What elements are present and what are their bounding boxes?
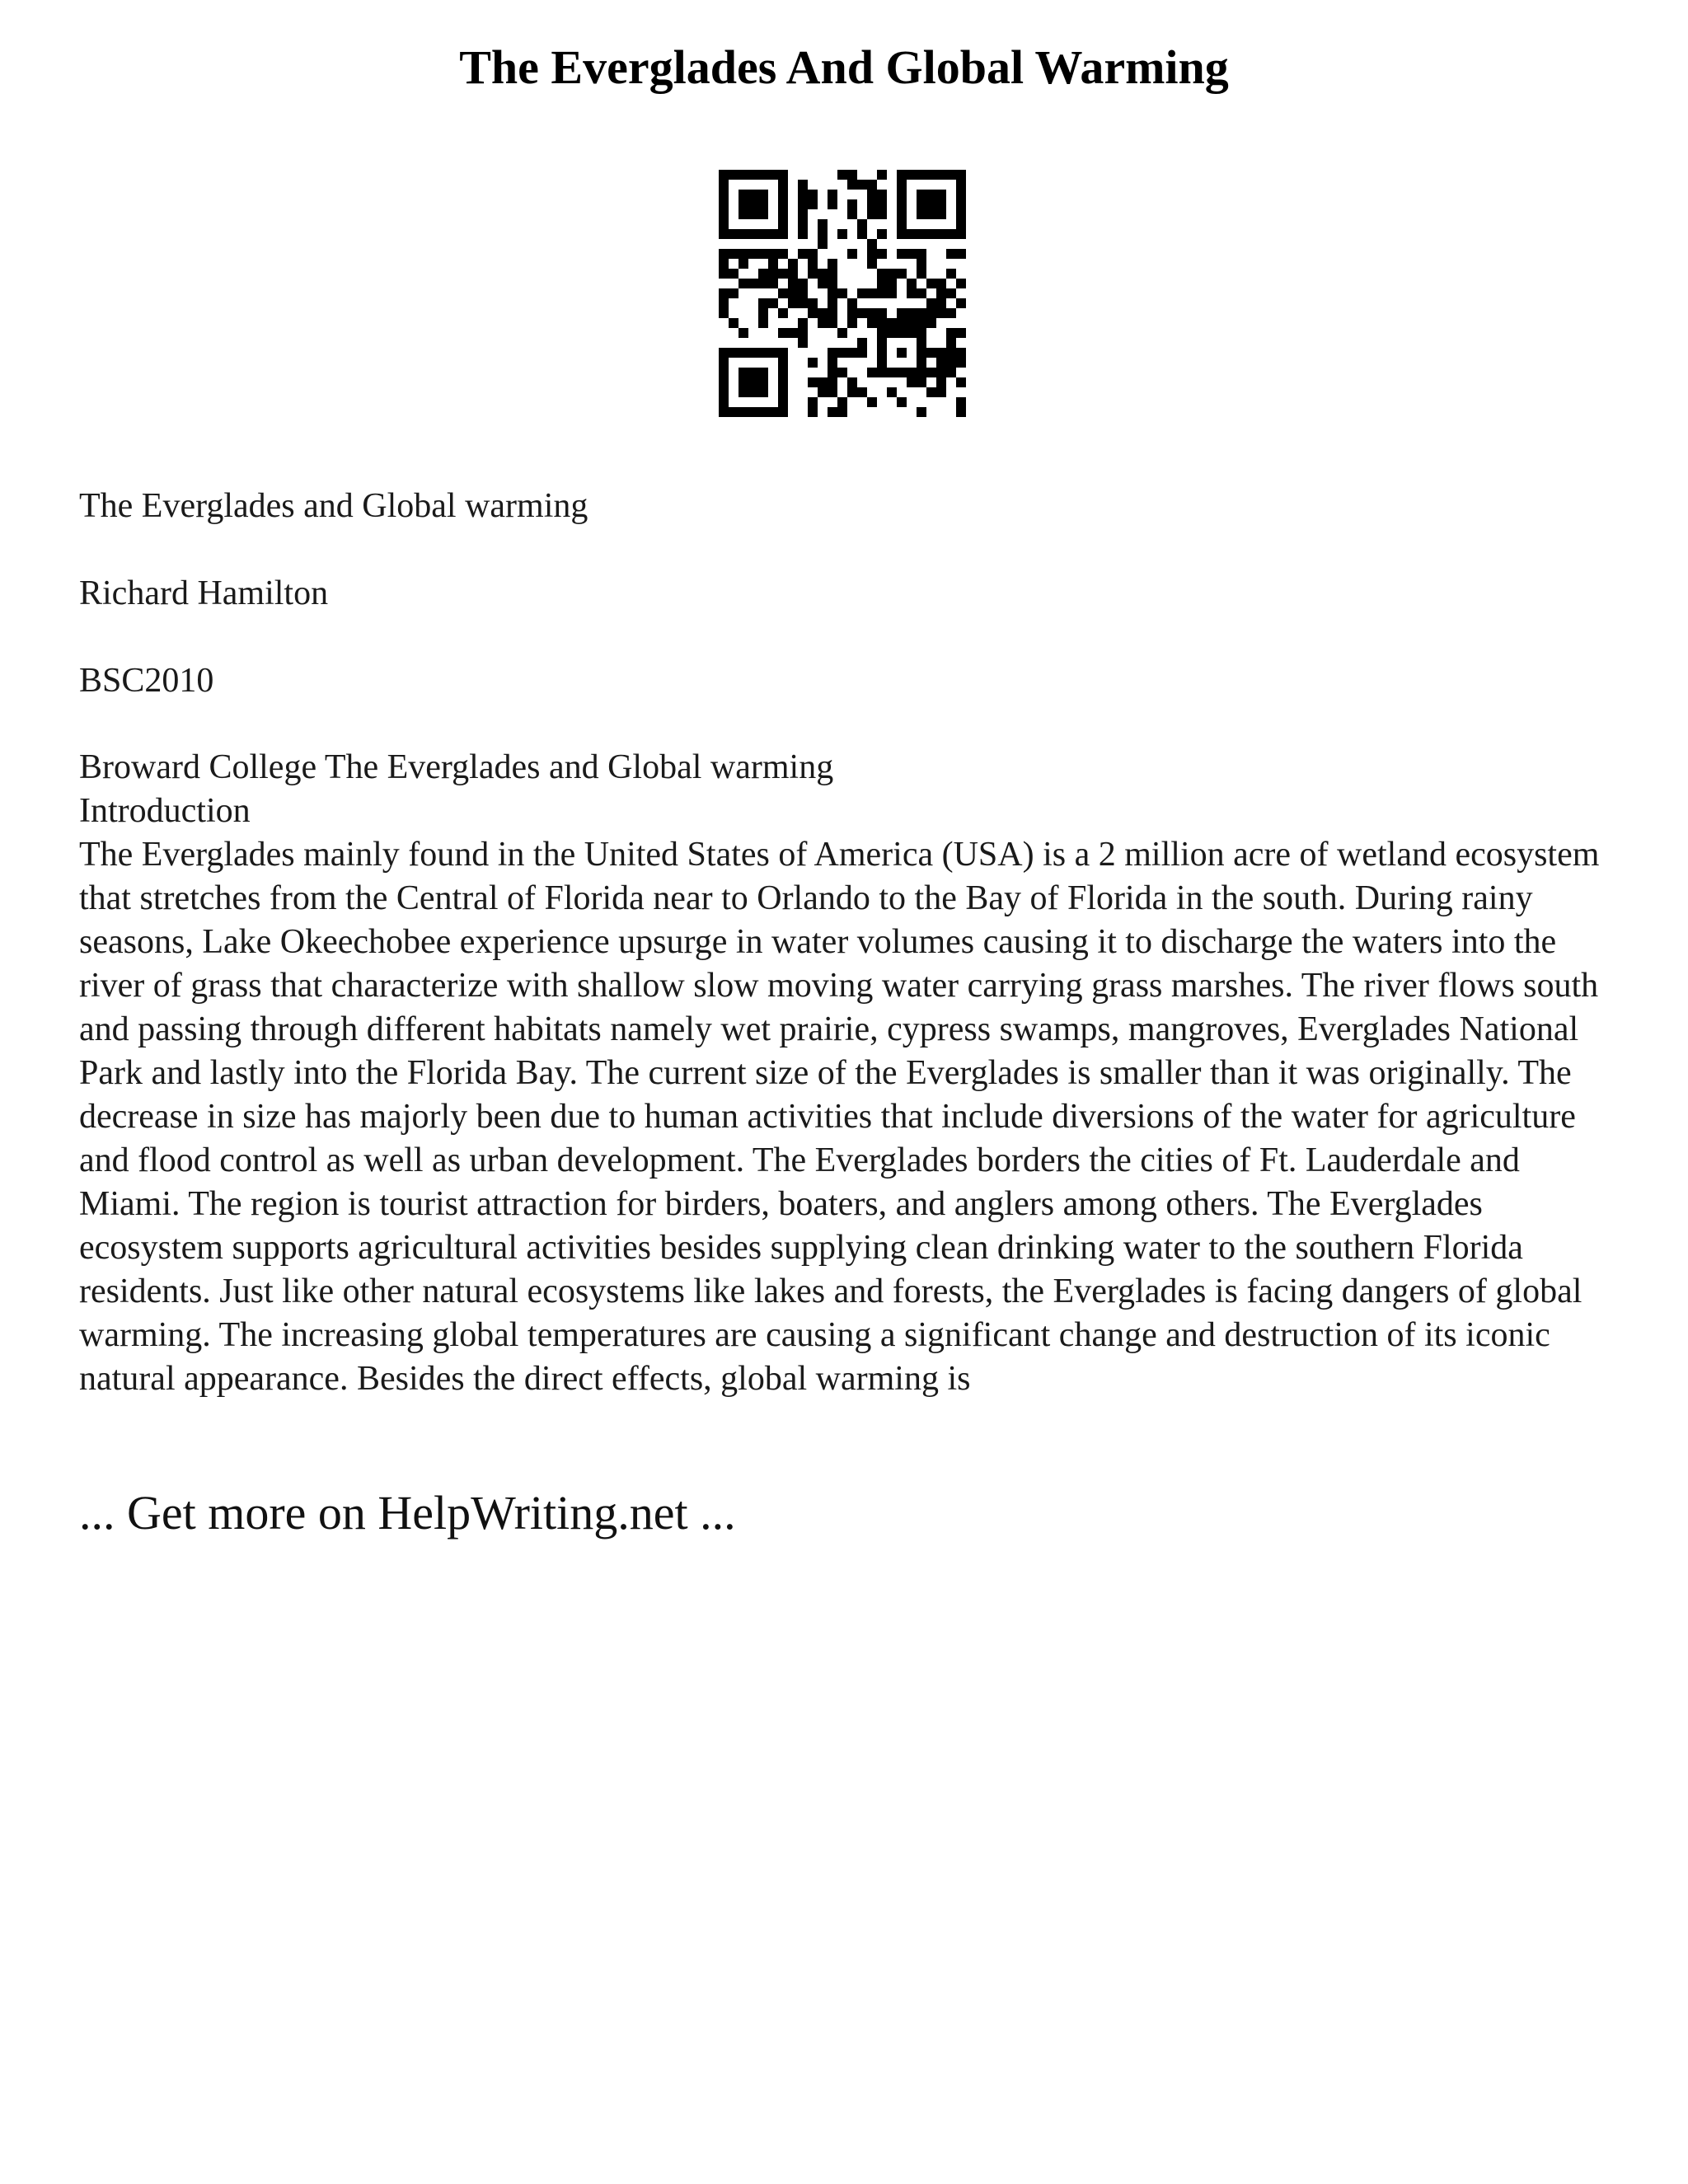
essay-title: The Everglades and Global warming xyxy=(79,487,588,525)
essay-body xyxy=(79,746,1629,1401)
body-paragraph: The Everglades mainly found in the United States of America (USA) is a 2 million acre of wetland ecosystem that stretches from the Central of Florida near to Orlando to the Bay of Florida in the south. During rainy seasons, Lake Okeechobee experience upsurge in water volumes causing it to discharge the waters into the river of grass that characterize with shallow slow moving water carrying grass marshes. The river flows south and passing through different habitats namely wet prairie, cypress swamps, mangroves, Everglades National Park and lastly into the Florida Bay. The current size of the Everglades is smaller than it was originally. The decrease in size has majorly been due to human activities that include diversions of the water for agriculture and flood control as well as urban development. The Everglades borders the cities of Ft. Lauderdale and Miami. The region is tourist attraction for birders, boaters, and anglers among others. The Everglades ecosystem supports agricultural activities besides supplying clean drinking water to the southern Florida residents. Just like other natural ecosystems like lakes and forests, the Everglades is facing dangers of global warming. The increasing global temperatures are causing a significant change and destruction of its iconic natural appearance. Besides the direct effects, global warming is xyxy=(79,836,1600,1398)
get-more-link[interactable]: ... Get more on HelpWriting.net ... xyxy=(79,1486,736,1540)
author-name: Richard Hamilton xyxy=(79,574,329,612)
qr-code-icon xyxy=(719,170,966,417)
institution-heading: Broward College The Everglades and Global warming xyxy=(79,748,834,786)
section-heading: Introduction xyxy=(79,792,251,830)
course-code: BSC2010 xyxy=(79,662,214,700)
document-title: The Everglades And Global Warming xyxy=(459,40,1229,94)
qr-code-graphic xyxy=(719,170,966,417)
